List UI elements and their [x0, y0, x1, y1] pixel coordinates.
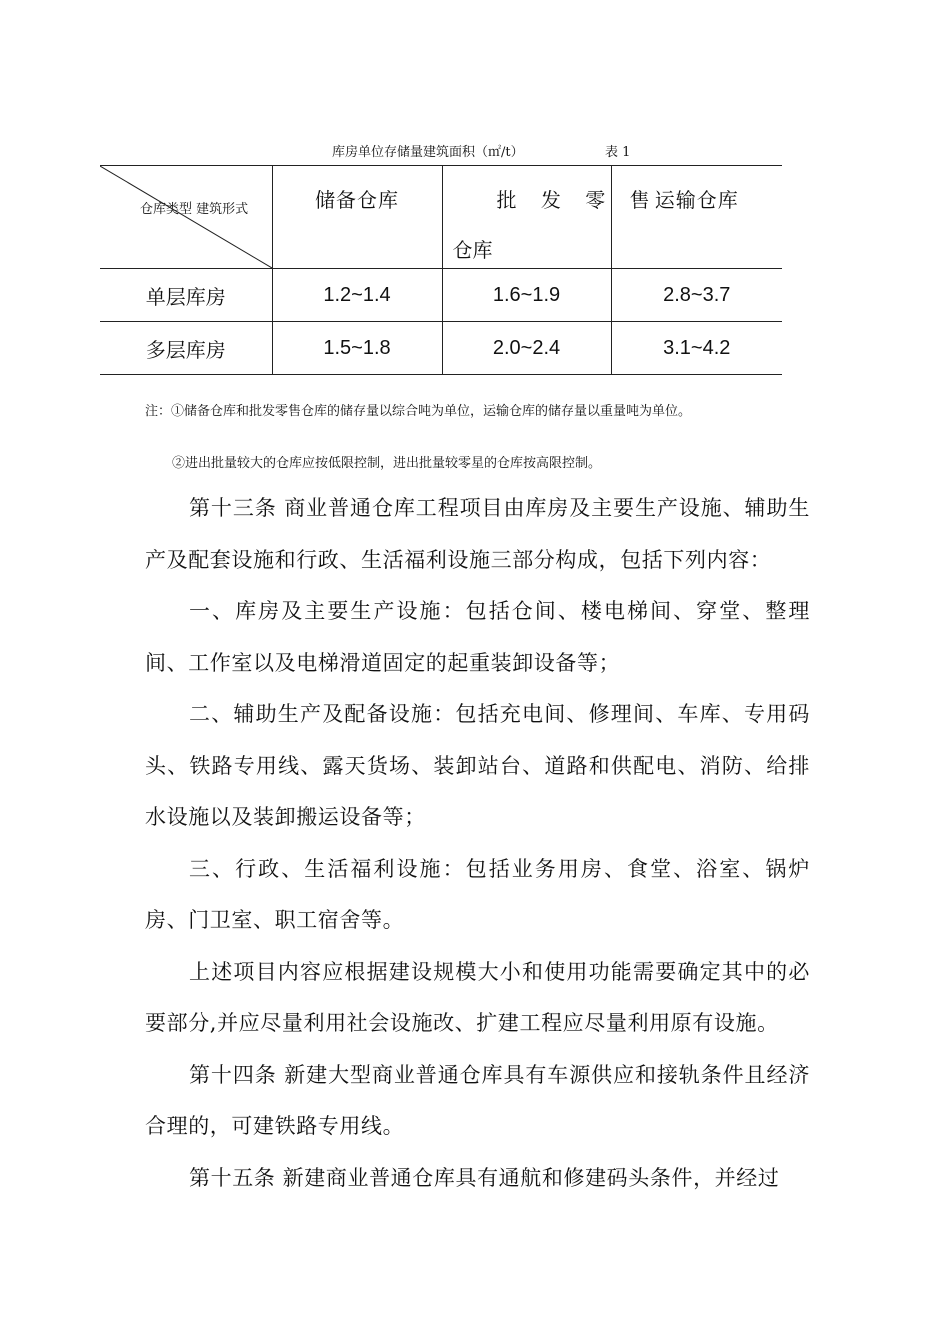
corner-label: 仓库类型 建筑形式	[140, 202, 249, 217]
header-label-line1: 批 发 零 售	[496, 188, 659, 212]
row-label: 单层库房	[100, 269, 272, 322]
paragraph: 一、库房及主要生产设施：包括仓间、楼电梯间、穿堂、整理间、工作室以及电梯滑道固定的起重装卸设备等；	[145, 599, 810, 675]
paragraph: 第十五条 新建商业普通仓库具有通航和修建码头条件，并经过	[189, 1165, 780, 1190]
header-transport-warehouse	[611, 166, 782, 269]
table-cell: 2.8~3.7	[611, 269, 782, 322]
table-note-1: 注：①储备仓库和批发零售仓库的储存量以综合吨为单位，运输仓库的储存量以重量吨为单位。	[145, 404, 692, 419]
table-cell: 1.5~1.8	[272, 322, 442, 375]
table-cell: 2.0~2.4	[442, 322, 611, 375]
paragraph: 三、行政、生活福利设施：包括业务用房、食堂、浴室、锅炉房、门卫室、职工宿舍等。	[145, 856, 810, 932]
header-wholesale-retail-warehouse	[442, 166, 659, 269]
storage-area-table	[100, 165, 782, 375]
row-label: 多层库房	[100, 322, 272, 375]
table-cell: 1.2~1.4	[272, 269, 442, 322]
table-title: 库房单位存储量建筑面积（㎡/t）	[332, 145, 524, 160]
header-label-line2: 仓库	[452, 238, 493, 262]
paragraph: 二、辅助生产及配备设施：包括充电间、修理间、车库、专用码头、铁路专用线、露天货场、装卸站台、道路和供配电、消防、给排水设施以及装卸搬运设备等；	[145, 702, 810, 829]
paragraph: 第十三条 商业普通仓库工程项目由库房及主要生产设施、辅助生产及配套设施和行政、生活福利设施三部分构成，包括下列内容：	[145, 496, 810, 572]
table-cell: 3.1~4.2	[611, 322, 782, 375]
table-note-2: ②进出批量较大的仓库应按低限控制，进出批量较零星的仓库按高限控制。	[172, 456, 602, 471]
paragraph: 第十四条 新建大型商业普通仓库具有车源供应和接轨条件且经济合理的，可建铁路专用线。	[145, 1062, 810, 1138]
table-cell: 1.6~1.9	[442, 269, 611, 322]
table-row	[100, 269, 782, 322]
header-reserve-warehouse	[272, 166, 442, 269]
table-header-row	[100, 166, 782, 269]
header-label: 储备仓库	[315, 188, 399, 212]
table-number: 表 1	[605, 145, 631, 160]
body-text	[145, 483, 810, 1204]
diagonal-divider	[100, 166, 272, 268]
header-label: 运输仓库	[654, 188, 739, 212]
table-row	[100, 322, 782, 375]
table-corner-cell	[100, 166, 272, 269]
paragraph: 上述项目内容应根据建设规模大小和使用功能需要确定其中的必要部分,并应尽量利用社会设施改、扩建工程应尽量利用原有设施。	[145, 959, 810, 1035]
